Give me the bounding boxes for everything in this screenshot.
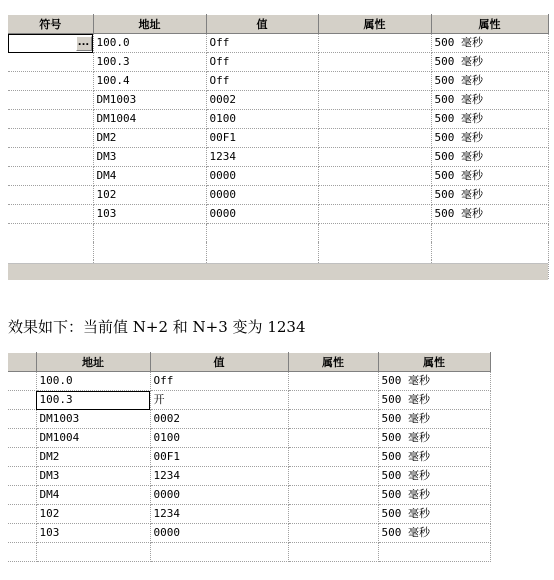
column-header-attribute-2[interactable]: 属性 <box>431 15 548 34</box>
cell-symbol[interactable] <box>8 167 93 186</box>
table-row[interactable] <box>8 486 490 505</box>
cell-symbol[interactable] <box>8 34 93 53</box>
row-selector[interactable] <box>8 429 36 448</box>
empty-cell[interactable] <box>206 224 318 243</box>
ellipsis-button[interactable]: ... <box>76 36 92 51</box>
table-row[interactable] <box>8 53 548 72</box>
table-row[interactable] <box>8 467 490 486</box>
cell-value[interactable]: Off <box>206 72 318 91</box>
table-row[interactable] <box>8 429 490 448</box>
cell-symbol[interactable] <box>8 129 93 148</box>
cell-symbol[interactable] <box>8 148 93 167</box>
cell-value[interactable]: 0000 <box>206 186 318 205</box>
column-header-symbol[interactable] <box>8 353 36 372</box>
cell-attribute-2[interactable]: 500 毫秒 <box>431 129 548 148</box>
cell-attribute-1[interactable] <box>288 429 378 448</box>
cell-attribute-2[interactable]: 500 毫秒 <box>431 72 548 91</box>
cell-value[interactable]: 00F1 <box>150 448 288 467</box>
empty-cell[interactable] <box>8 543 36 562</box>
row-selector[interactable] <box>8 505 36 524</box>
table-row[interactable] <box>8 205 548 224</box>
caption-text: 效果如下：当前值 N+2 和 N+3 变为 1234 <box>8 318 306 336</box>
cell-symbol[interactable] <box>8 110 93 129</box>
cell-value[interactable]: 1234 <box>206 148 318 167</box>
row-selector[interactable] <box>8 372 36 391</box>
cell-value[interactable]: 0000 <box>206 205 318 224</box>
cell-attribute-2[interactable]: 500 毫秒 <box>378 505 490 524</box>
empty-cell[interactable] <box>318 242 431 260</box>
cell-attribute-2[interactable]: 500 毫秒 <box>431 186 548 205</box>
row-selector[interactable] <box>8 486 36 505</box>
row-selector[interactable] <box>8 448 36 467</box>
cell-attribute-2[interactable]: 500 毫秒 <box>431 110 548 129</box>
empty-row[interactable] <box>8 224 548 243</box>
cell-attribute-2[interactable]: 500 毫秒 <box>378 467 490 486</box>
cell-attribute-1[interactable] <box>288 410 378 429</box>
row-selector[interactable] <box>8 524 36 543</box>
empty-cell[interactable] <box>150 543 288 562</box>
cell-symbol[interactable] <box>8 53 93 72</box>
cell-address[interactable]: 103 <box>93 205 206 224</box>
table-row[interactable] <box>8 391 490 410</box>
cell-attribute-1[interactable] <box>288 467 378 486</box>
cell-address[interactable]: DM1004 <box>36 429 150 448</box>
grid-body <box>8 372 490 562</box>
cell-symbol[interactable] <box>8 72 93 91</box>
cell-address[interactable]: 100.4 <box>93 72 206 91</box>
cell-value[interactable]: 0100 <box>150 429 288 448</box>
table-row[interactable] <box>8 524 490 543</box>
table-row[interactable] <box>8 410 490 429</box>
empty-cell[interactable] <box>8 224 93 243</box>
cell-address[interactable]: DM3 <box>36 467 150 486</box>
column-header-address[interactable]: 地址 <box>36 353 150 372</box>
cell-attribute-2[interactable]: 500 毫秒 <box>431 91 548 110</box>
cell-attribute-2[interactable]: 500 毫秒 <box>431 34 548 53</box>
cell-attribute-1[interactable] <box>318 205 431 224</box>
cell-attribute-2[interactable]: 500 毫秒 <box>378 391 490 410</box>
cell-attribute-2[interactable]: 500 毫秒 <box>378 372 490 391</box>
table-row[interactable] <box>8 91 548 110</box>
column-header-attribute-2[interactable]: 属性 <box>378 353 490 372</box>
empty-cell[interactable] <box>93 242 206 260</box>
cell-address[interactable]: 102 <box>36 505 150 524</box>
table-row[interactable] <box>8 148 548 167</box>
cell-value[interactable]: 0002 <box>206 91 318 110</box>
column-header-value[interactable]: 值 <box>150 353 288 372</box>
column-header-value[interactable]: 值 <box>206 15 318 34</box>
cell-address[interactable]: 103 <box>36 524 150 543</box>
empty-cell[interactable] <box>288 543 378 562</box>
cell-symbol[interactable] <box>8 91 93 110</box>
cell-symbol[interactable] <box>8 186 93 205</box>
cell-value[interactable]: 0000 <box>150 524 288 543</box>
cell-value[interactable]: 0000 <box>206 167 318 186</box>
empty-cell[interactable] <box>378 543 490 562</box>
row-selector[interactable] <box>8 410 36 429</box>
cell-attribute-1[interactable] <box>318 91 431 110</box>
table-row[interactable] <box>8 448 490 467</box>
cell-address[interactable]: 102 <box>93 186 206 205</box>
cell-value[interactable]: Off <box>206 34 318 53</box>
cell-attribute-2[interactable]: 500 毫秒 <box>378 410 490 429</box>
empty-cell[interactable] <box>8 242 93 260</box>
cell-address[interactable]: DM2 <box>36 448 150 467</box>
cell-attribute-1[interactable] <box>288 505 378 524</box>
cell-address[interactable]: DM1003 <box>93 91 206 110</box>
watch-grid-after <box>8 352 491 562</box>
cell-attribute-1[interactable] <box>288 486 378 505</box>
grid-header-row <box>8 353 490 372</box>
table-row[interactable] <box>8 129 548 148</box>
cell-address[interactable]: DM3 <box>93 148 206 167</box>
column-header-address[interactable]: 地址 <box>93 15 206 34</box>
cell-attribute-1[interactable] <box>318 167 431 186</box>
empty-cell[interactable] <box>431 242 548 260</box>
empty-cell[interactable] <box>36 543 150 562</box>
cell-address[interactable]: DM4 <box>36 486 150 505</box>
cell-attribute-1[interactable] <box>288 524 378 543</box>
cell-attribute-2[interactable]: 500 毫秒 <box>378 429 490 448</box>
cell-attribute-1[interactable] <box>318 148 431 167</box>
cell-value[interactable]: 开 <box>150 391 288 410</box>
column-header-attribute-1[interactable]: 属性 <box>318 15 431 34</box>
row-selector[interactable] <box>8 391 36 410</box>
row-selector[interactable] <box>8 467 36 486</box>
cell-attribute-2[interactable]: 500 毫秒 <box>378 524 490 543</box>
cell-value[interactable]: 1234 <box>150 505 288 524</box>
cell-attribute-1[interactable] <box>318 110 431 129</box>
cell-attribute-2[interactable]: 500 毫秒 <box>431 205 548 224</box>
table-row[interactable] <box>8 72 548 91</box>
grid-header-row <box>8 15 548 34</box>
empty-cell[interactable] <box>93 224 206 243</box>
cell-attribute-1[interactable] <box>318 186 431 205</box>
horizontal-scrollbar[interactable] <box>8 263 548 280</box>
cell-value[interactable]: 00F1 <box>206 129 318 148</box>
empty-row[interactable] <box>8 242 548 260</box>
cell-address[interactable]: 100.0 <box>36 372 150 391</box>
cell-attribute-1[interactable] <box>318 34 431 53</box>
table-row[interactable] <box>8 110 548 129</box>
watch-grid-before <box>8 14 549 279</box>
cell-attribute-1[interactable] <box>288 372 378 391</box>
cell-value[interactable]: 0000 <box>150 486 288 505</box>
empty-row[interactable] <box>8 543 490 562</box>
empty-cell[interactable] <box>431 224 548 243</box>
cell-attribute-2[interactable]: 500 毫秒 <box>431 167 548 186</box>
cell-attribute-1[interactable] <box>318 53 431 72</box>
cell-symbol[interactable] <box>8 205 93 224</box>
cell-attribute-1[interactable] <box>288 448 378 467</box>
cell-attribute-2[interactable]: 500 毫秒 <box>378 448 490 467</box>
column-header-symbol[interactable]: 符号 <box>8 15 93 34</box>
cell-value[interactable]: Off <box>150 372 288 391</box>
table-row[interactable] <box>8 372 490 391</box>
table-row[interactable] <box>8 167 548 186</box>
grid-body <box>8 34 548 279</box>
cell-attribute-1[interactable] <box>288 391 378 410</box>
empty-cell[interactable] <box>318 224 431 243</box>
cell-attribute-2[interactable]: 500 毫秒 <box>378 486 490 505</box>
table-row[interactable] <box>8 505 490 524</box>
cell-attribute-2[interactable]: 500 毫秒 <box>431 148 548 167</box>
cell-attribute-1[interactable] <box>318 129 431 148</box>
cell-value[interactable]: Off <box>206 53 318 72</box>
table-row[interactable] <box>8 186 548 205</box>
cell-attribute-2[interactable]: 500 毫秒 <box>431 53 548 72</box>
cell-address[interactable]: DM2 <box>93 129 206 148</box>
empty-cell[interactable] <box>206 242 318 260</box>
cell-address[interactable]: DM1004 <box>93 110 206 129</box>
cell-address[interactable]: 100.3 <box>36 391 150 410</box>
cell-value[interactable]: 1234 <box>150 467 288 486</box>
cell-value[interactable]: 0002 <box>150 410 288 429</box>
cell-address[interactable]: 100.3 <box>93 53 206 72</box>
cell-value[interactable]: 0100 <box>206 110 318 129</box>
cell-address[interactable]: 100.0 <box>93 34 206 53</box>
cell-address[interactable]: DM1003 <box>36 410 150 429</box>
cell-attribute-1[interactable] <box>318 72 431 91</box>
cell-address[interactable]: DM4 <box>93 167 206 186</box>
column-header-attribute-1[interactable]: 属性 <box>288 353 378 372</box>
table-row[interactable] <box>8 34 548 53</box>
